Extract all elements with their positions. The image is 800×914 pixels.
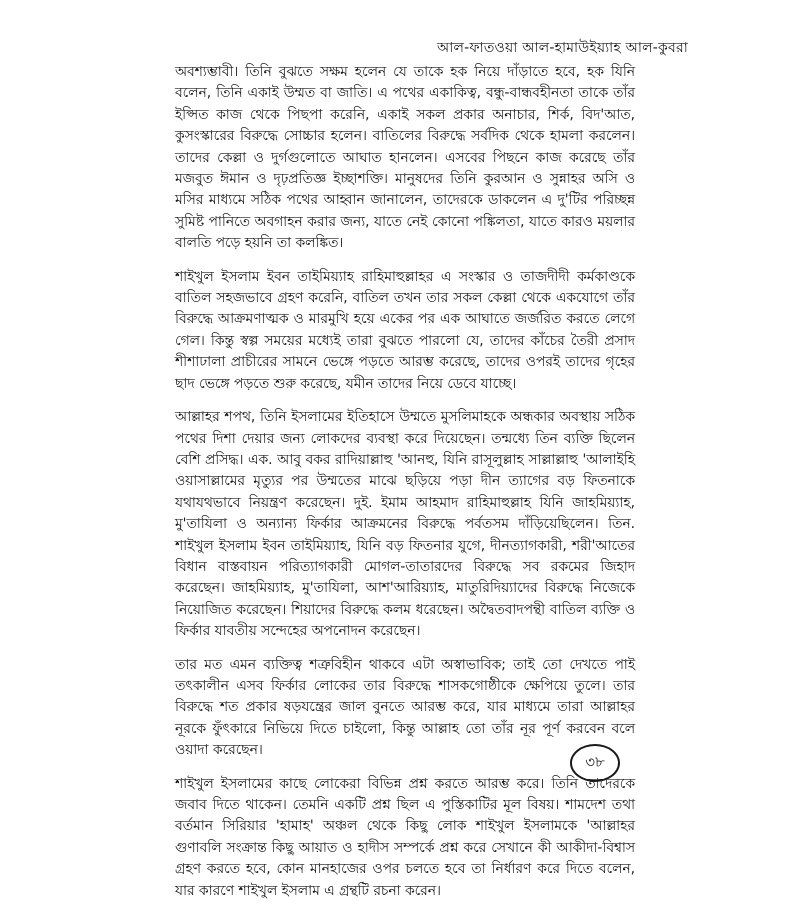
running-header: আল-ফাতওয়া আল-হামাউইয়্যাহ আল-কুবরা <box>436 40 688 56</box>
paragraph: শাইখুল ইসলাম ইবন তাইমিয়্যাহ রাহিমাহুল্লাহর এ সংস্কার ও তাজদীদী কর্মকাণ্ডকে বাতিল সহজভাবে গ্রহণ করেনি, বাতিল তখন তার সকল কেল্লা থেকে একযোগে তাঁর বিরুদ্ধে আক্রমণাত্মক ও মারমুখি হয়ে একের পর এক আঘাতে জর্জরিত করতে লেগে গেল। কিন্তু স্বল্প সময়ের মধ্যেই তারা বুঝতে পারলো যে, তাদের কাঁচের তৈরী প্রসাদ শীশাঢালা প্রাচীরের সামনে ভেঙ্গে পড়তে আরম্ভ করেছে, তাদের ওপরই তাদের গৃহের ছাদ ভেঙ্গে পড়তে শুরু করেছে, যমীন তাদের নিয়ে ডেবে যাচ্ছে। <box>175 268 635 392</box>
paragraph: তার মত এমন ব্যক্তিত্ব শত্রুবিহীন থাকবে এটা অস্বাভাবিক; তাই তো দেখতে পাই তৎকালীন এসব ফির্কার লোকের তার বিরুদ্ধে শাসকগোষ্ঠীকে ক্ষেপিয়ে তুলে। তার বিরুদ্ধে শত প্রকার ষড়যন্ত্রের জাল বুনতে আরম্ভ করে, যার মাধ্যমে তারা আল্লাহর নূরকে ফুঁৎকারে নিভিয়ে দিতে চাইলো, কিন্তু আল্লাহ তো তাঁর নূর পূর্ণ করবেন বলে ওয়াদা করেছেন। <box>175 656 635 759</box>
body-text <box>175 62 635 914</box>
paragraph: অবশ্যম্ভাবী। তিনি বুঝতে সক্ষম হলেন যে তাকে হক নিয়ে দাঁড়াতে হবে, হক যিনি বলেন, তিনি একাই উম্মত বা জাতি। এ পথের একাকিত্ব, বন্ধু-বান্ধবহীনতা তাকে তাঁর ইপ্সিত কাজ থেকে পিছপা করেনি, একাই সকল প্রকার অনাচার, শির্ক, বিদ'আত, কুসংস্কারের বিরুদ্ধে সোচ্চার হলেন। বাতিলের বিরুদ্ধে সর্বদিক থেকে হামলা করলেন। তাদের কেল্লা ও দুর্গগুলোতে আঘাত হানলেন। এসবের পিছনে কাজ করেছে তাঁর মজবুত ঈমান ও দৃঢ়প্রতিজ্ঞ ইচ্ছাশক্তি। মানুষদের তিনি কুরআন ও সুন্নাহর অসি ও মসির মাধ্যমে সঠিক পথের আহ্বান জানালেন, তাদেরকে ডাকলেন এ দু'টির পরিচ্ছন্ন সুমিষ্ট পানিতে অবগাহন করার জন্য, যাতে নেই কোনো পঙ্কিলতা, যাতে কারও ময়লার বালতি পড়ে হয়নি তা কলঙ্কিত। <box>175 64 635 252</box>
paragraph: আল্লাহর শপথ, তিনি ইসলামের ইতিহাসে উম্মতে মুসলিমাহকে অন্ধকার অবস্থায় সঠিক পথের দিশা দেয়ার জন্য লোকদের ব্যবস্থা করে দিয়েছেন। তন্মধ্যে তিন ব্যক্তি ছিলেন বেশি প্রসিদ্ধ। এক. আবু বকর রাদিয়াল্লাহু 'আনহু, যিনি রাসূলুল্লাহ সাল্লাল্লাহু 'আলাইহি ওয়াসাল্লামের মৃত্যুর পর উম্মতের মাঝে ছড়িয়ে পড়া দীন ত্যাগের বড় ফিতনাকে যথাযথভাবে নিয়ন্ত্রণ করেছেন। দুই. ইমাম আহমাদ রাহিমাহুল্লাহ যিনি জাহমিয়্যাহ, মু'তাযিলা ও অন্যান্য ফির্কার আক্রমনের বিরুদ্ধে পর্বতসম দাঁড়িয়েছিলেন। তিন. শাইখুল ইসলাম ইবন তাইমিয়্যাহ, যিনি বড় ফিতনার যুগে, দীনত্যাগকারী, শরী'আতের বিধান বাস্তবায়ন পরিত্যাগকারী মোগল-তাতারদের বিরুদ্ধে সব রকমের জিহাদ করেছেন। জাহমিয়্যাহ, মু'তাযিলা, আশ'আরিয়্যাহ, মাতুরিদিয়্যাদের বিরুদ্ধে নিজেকে নিয়োজিত করেছেন। শিয়াদের বিরুদ্ধে কলম ধরেছেন। অদ্বৈতবাদপন্থী বাতিল ব্যক্তি ও ফির্কার যাবতীয় সন্দেহের অপনোদন করেছেন। <box>175 409 635 640</box>
paragraph: শাইখুল ইসলামের কাছে লোকেরা বিভিন্ন প্রশ্ন করতে আরম্ভ করে। তিনি তাদেরকে জবাব দিতে থাকেন। তেমনি একটি প্রশ্ন ছিল এ পুস্তিকাটির মূল বিষয়। শামদেশ তথা বর্তমান সিরিয়ার 'হামাহ' অঞ্চল থেকে কিছু লোক শাইখুল ইসলামকে 'আল্লাহর গুণাবলি সংক্রান্ত কিছু আয়াত ও হাদীস সম্পর্কে প্রশ্ন করে সেখানে কী আকীদা-বিশ্বাস গ্রহণ করতে হবে, কোন মানহাজের ওপর চলতে হবে তা নির্ধারণ করে দিতে বলেন, যার কারণে শাইখুল ইসলাম এ গ্রন্থটি রচনা করেন। <box>175 775 635 899</box>
page-number: ৩৮ <box>570 744 620 782</box>
